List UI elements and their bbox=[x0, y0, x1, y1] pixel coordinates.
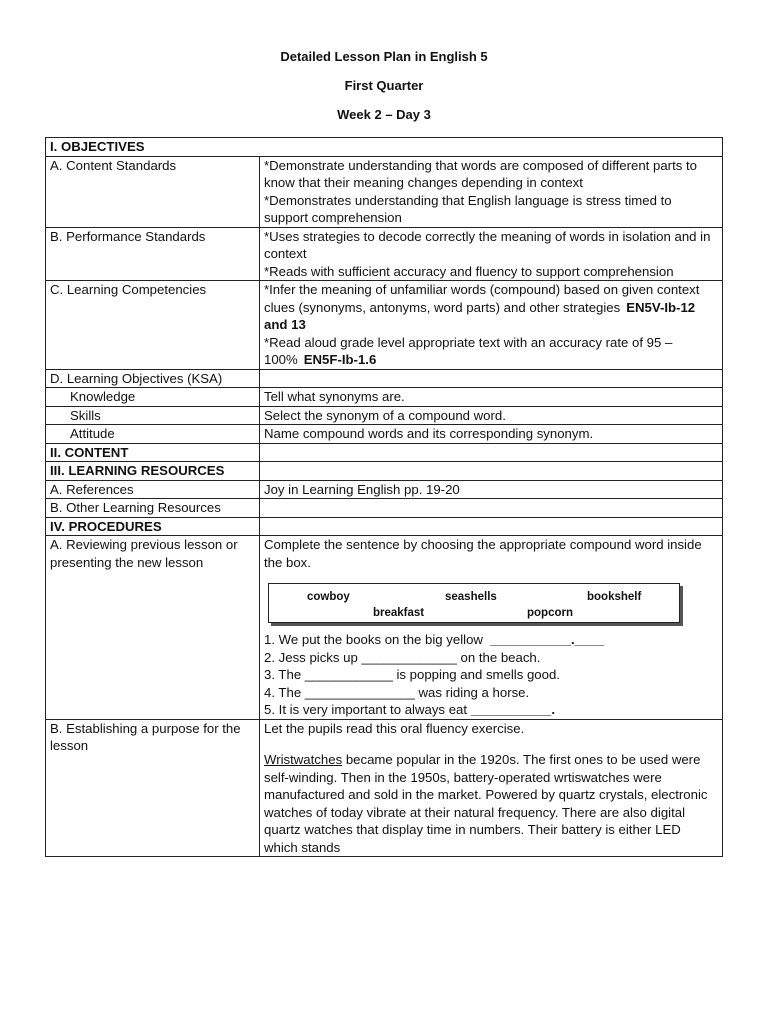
references-value: Joy in Learning English pp. 19-20 bbox=[260, 480, 723, 499]
learning-resources-row bbox=[46, 462, 723, 481]
item-4: 4. The _______________ was riding a horse. bbox=[264, 684, 530, 700]
knowledge-value: Tell what synonyms are. bbox=[260, 388, 723, 407]
content-row bbox=[46, 443, 723, 462]
item-1 bbox=[264, 631, 718, 649]
performance-standards-label: B. Performance Standards bbox=[46, 227, 260, 281]
competency-1-code: EN5V-Ib-12 and 13 bbox=[264, 299, 696, 332]
establishing-value bbox=[260, 719, 723, 857]
content-standard-1: *Demonstrate understanding that words are composed of different parts to know that their meaning changes depending in context bbox=[264, 157, 697, 190]
word-breakfast: breakfast bbox=[373, 607, 425, 619]
content-standards-label: A. Content Standards bbox=[46, 156, 260, 227]
attitude-label: Attitude bbox=[46, 425, 260, 444]
fluency-passage bbox=[264, 751, 718, 856]
item-5-text: 5. It is very important to always eat bbox=[264, 702, 468, 717]
objectives-heading: I. OBJECTIVES bbox=[46, 138, 723, 157]
learning-objectives-row bbox=[46, 369, 723, 388]
competency-2 bbox=[264, 334, 718, 369]
establishing-row bbox=[46, 719, 723, 857]
word-bookshelf: bookshelf bbox=[587, 591, 642, 603]
reviewing-instruction: Complete the sentence by choosing the appropriate compound word inside the box. bbox=[264, 537, 702, 570]
word-seashells: seashells bbox=[445, 591, 497, 603]
learning-competencies-value bbox=[260, 281, 723, 370]
learning-resources-heading: III. LEARNING RESOURCES bbox=[46, 462, 260, 481]
skills-row bbox=[46, 406, 723, 425]
reviewing-label: A. Reviewing previous lesson or presenting the new lesson bbox=[46, 536, 260, 720]
other-resources-row bbox=[46, 499, 723, 518]
establishing-instruction: Let the pupils read this oral fluency exercise. bbox=[264, 720, 525, 736]
establishing-label: B. Establishing a purpose for the lesson bbox=[46, 719, 260, 857]
item-5 bbox=[264, 701, 718, 719]
item-5-blank: ___________. bbox=[470, 702, 556, 717]
item-1-blank: ___________.____ bbox=[490, 632, 604, 647]
procedures-row bbox=[46, 517, 723, 536]
knowledge-label: Knowledge bbox=[46, 388, 260, 407]
document-title: Detailed Lesson Plan in English 5 bbox=[280, 49, 488, 64]
performance-standard-2: *Reads with sufficient accuracy and fluency to support comprehension bbox=[264, 263, 674, 279]
learning-competencies-label: C. Learning Competencies bbox=[46, 281, 260, 370]
knowledge-row bbox=[46, 388, 723, 407]
item-2: 2. Jess picks up _____________ on the beach. bbox=[264, 649, 541, 665]
competency-1 bbox=[264, 281, 718, 334]
references-label: A. References bbox=[46, 480, 260, 499]
passage-keyword: Wristwatches bbox=[264, 752, 343, 767]
word-box bbox=[268, 583, 680, 623]
content-standard-2: *Demonstrates understanding that English language is stress timed to support comprehension bbox=[264, 192, 672, 225]
procedures-value bbox=[260, 517, 723, 536]
item-3: 3. The ____________ is popping and smells good. bbox=[264, 667, 560, 682]
word-cowboy: cowboy bbox=[307, 591, 350, 603]
reviewing-row bbox=[46, 536, 723, 720]
content-standards-value bbox=[260, 156, 723, 227]
quarter-heading: First Quarter bbox=[344, 78, 424, 93]
content-value bbox=[260, 443, 723, 462]
learning-competencies-row bbox=[46, 281, 723, 370]
learning-resources-value bbox=[260, 462, 723, 481]
attitude-row bbox=[46, 425, 723, 444]
reviewing-value bbox=[260, 536, 723, 720]
attitude-value: Name compound words and its corresponding synonym. bbox=[260, 425, 723, 444]
performance-standards-value bbox=[260, 227, 723, 281]
item-1-text: 1. We put the books on the big yellow bbox=[264, 632, 483, 647]
competency-2-text: *Read aloud grade level appropriate text with an accuracy rate of 95 – 100% bbox=[264, 334, 673, 367]
learning-objectives-label: D. Learning Objectives (KSA) bbox=[46, 369, 260, 388]
word-popcorn: popcorn bbox=[527, 607, 573, 619]
skills-value: Select the synonym of a compound word. bbox=[260, 406, 723, 425]
other-resources-value bbox=[260, 499, 723, 518]
references-row bbox=[46, 480, 723, 499]
performance-standards-row bbox=[46, 227, 723, 281]
learning-objectives-value bbox=[260, 369, 723, 388]
content-heading: II. CONTENT bbox=[46, 443, 260, 462]
other-resources-label: B. Other Learning Resources bbox=[46, 499, 260, 518]
passage-text: became popular in the 1920s. The first ones to be used were self-winding. Then in the 1950s, battery-operated wrtiswatches were manufactured and sold in the market. Powered by quartz crystals, electronic watches of today vibrate at their natural frequency. There are also digital quartz watches that display time in numbers. Their battery is either LED which stands bbox=[264, 752, 708, 855]
competency-1-text: *Infer the meaning of unfamiliar words (compound) based on given context clues (synonyms, antonyms, word parts) and other strategies bbox=[264, 282, 700, 315]
lesson-plan-table bbox=[45, 137, 723, 857]
procedures-heading: IV. PROCEDURES bbox=[46, 517, 260, 536]
week-heading: Week 2 – Day 3 bbox=[337, 107, 431, 122]
skills-label: Skills bbox=[46, 406, 260, 425]
performance-standard-1: *Uses strategies to decode correctly the meaning of words in isolation and in context bbox=[264, 228, 711, 261]
objectives-row bbox=[46, 138, 723, 157]
content-standards-row bbox=[46, 156, 723, 227]
competency-2-code: EN5F-Ib-1.6 bbox=[303, 352, 377, 367]
